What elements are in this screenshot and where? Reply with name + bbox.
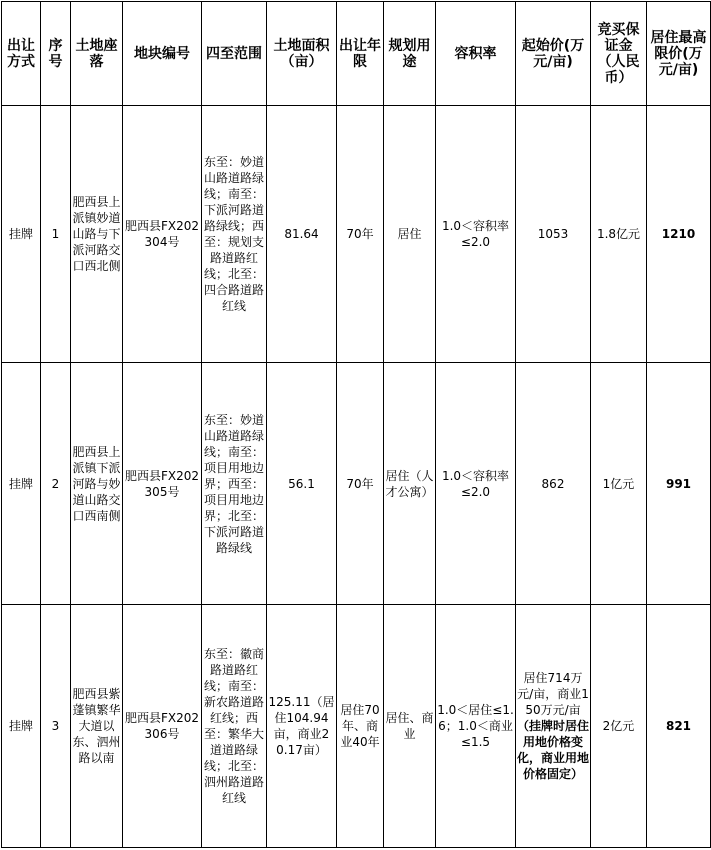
header-row (2, 2, 711, 106)
table-row (2, 363, 711, 605)
start-price-note: （挂牌时居住用地价格变化，商业用地价格固定） (517, 719, 590, 781)
cell-no: 1 (41, 106, 71, 363)
cell-max-price: 821 (647, 605, 711, 848)
cell-no: 3 (41, 605, 71, 848)
header-no: 序号 (41, 2, 71, 106)
cell-no: 2 (41, 363, 71, 605)
header-term: 出让年限 (337, 2, 384, 106)
land-transfer-table (1, 1, 711, 848)
cell-location: 肥西县上派镇妙道山路与下派河路交口西北侧 (71, 106, 123, 363)
cell-start-price: 1053 (516, 106, 591, 363)
cell-use: 居住、商业 (384, 605, 436, 848)
cell-boundary: 东至：徽商路道路红线；南至：新农路道路红线；西至：繁华大道道路绿线；北至：泗州路道路红线 (202, 605, 267, 848)
header-max-price: 居住最高限价(万元/亩) (647, 2, 711, 106)
cell-boundary: 东至：妙道山路道路绿线；南至：下派河路道路绿线；西至：规划支路道路红线；北至：四合路道路红线 (202, 106, 267, 363)
header-location: 土地座落 (71, 2, 123, 106)
cell-parcel-code: 肥西县FX202305号 (123, 363, 202, 605)
cell-start-price: 862 (516, 363, 591, 605)
cell-far: 1.0＜容积率≤2.0 (436, 363, 516, 605)
cell-deposit: 1亿元 (591, 363, 647, 605)
start-price-text: 居住714万元/亩，商业150万元/亩 (517, 671, 589, 717)
table-row (2, 106, 711, 363)
cell-area: 81.64 (267, 106, 337, 363)
cell-area: 56.1 (267, 363, 337, 605)
cell-method: 挂牌 (2, 363, 41, 605)
header-start-price: 起始价(万元/亩) (516, 2, 591, 106)
cell-method: 挂牌 (2, 106, 41, 363)
header-parcel-code: 地块编号 (123, 2, 202, 106)
header-area: 土地面积（亩） (267, 2, 337, 106)
cell-far: 1.0＜容积率≤2.0 (436, 106, 516, 363)
header-boundary: 四至范围 (202, 2, 267, 106)
cell-max-price: 991 (647, 363, 711, 605)
cell-boundary: 东至：妙道山路道路绿线；南至：项目用地边界；西至：项目用地边界；北至：下派河路道路绿线 (202, 363, 267, 605)
header-use: 规划用途 (384, 2, 436, 106)
cell-start-price (516, 605, 591, 848)
cell-method: 挂牌 (2, 605, 41, 848)
cell-deposit: 1.8亿元 (591, 106, 647, 363)
table-row (2, 605, 711, 848)
header-deposit: 竞买保证金（人民币） (591, 2, 647, 106)
cell-use: 居住（人才公寓） (384, 363, 436, 605)
header-method: 出让方式 (2, 2, 41, 106)
cell-location: 肥西县上派镇下派河路与妙道山路交口西南侧 (71, 363, 123, 605)
cell-area: 125.11（居住104.94亩，商业20.17亩） (267, 605, 337, 848)
cell-term: 居住70年、商业40年 (337, 605, 384, 848)
cell-parcel-code: 肥西县FX202304号 (123, 106, 202, 363)
cell-use: 居住 (384, 106, 436, 363)
cell-parcel-code: 肥西县FX202306号 (123, 605, 202, 848)
cell-deposit: 2亿元 (591, 605, 647, 848)
cell-far: 1.0＜居住≤1.6；1.0＜商业≤1.5 (436, 605, 516, 848)
cell-term: 70年 (337, 106, 384, 363)
header-far: 容积率 (436, 2, 516, 106)
cell-term: 70年 (337, 363, 384, 605)
cell-location: 肥西县紫蓬镇繁华大道以东、泗州路以南 (71, 605, 123, 848)
cell-max-price: 1210 (647, 106, 711, 363)
